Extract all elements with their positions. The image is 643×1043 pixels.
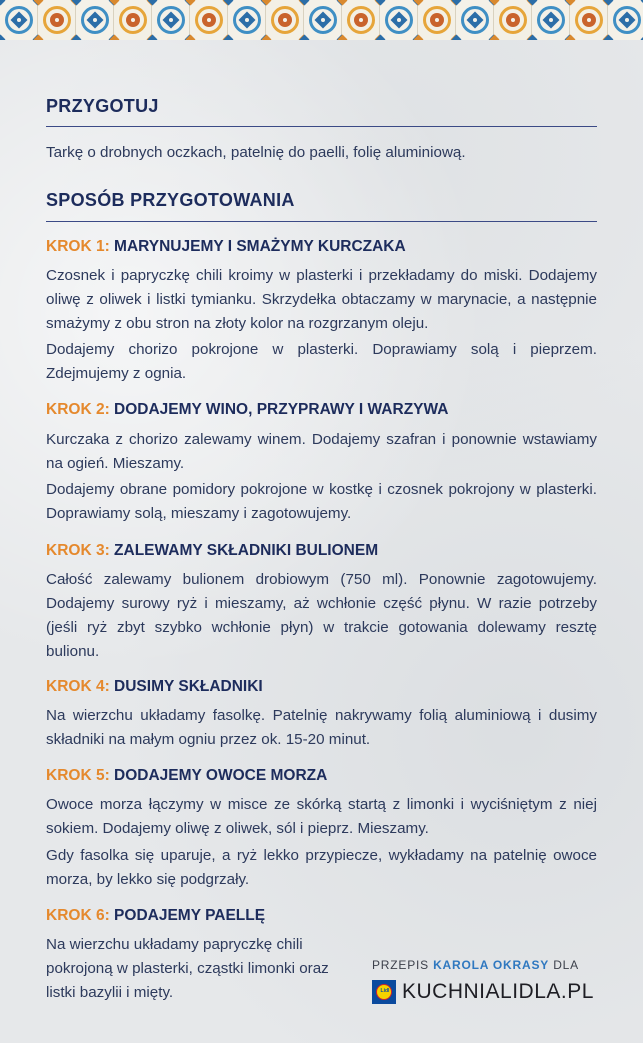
site-name: KUCHNIALIDLA.PL [402, 980, 594, 1003]
method-title: SPOSÓB PRZYGOTOWANIA [46, 190, 295, 210]
lidl-logo-text: Lidl [380, 988, 390, 994]
method-rule [46, 221, 597, 222]
tile-orange [570, 0, 608, 40]
step-4-paragraph-1: Na wierzchu układamy fasolkę. Patelnię nakrywamy folią aluminiową i dusimy składniki na małym ogniu przez ok. 15-20 minut. [46, 707, 597, 748]
step-3-heading: ZALEWAMY SKŁADNIKI BULIONEM [114, 542, 379, 559]
step-1-paragraph-2: Dodajemy chorizo pokrojone w plasterki. Doprawiamy solą i pieprzem. Zdejmujemy z ognia. [46, 341, 597, 382]
tile-orange [266, 0, 304, 40]
step-1-heading: MARYNUJEMY I SMAŻYMY KURCZAKA [114, 238, 406, 255]
step-4-heading: DUSIMY SKŁADNIKI [114, 678, 263, 695]
step-5-title [46, 767, 597, 785]
step-4-krok: KROK 4: [46, 678, 110, 695]
tile-blue [456, 0, 494, 40]
prepare-text: Tarkę o drobnych oczkach, patelnię do paelli, folię aluminiową. [46, 144, 466, 161]
step-5-paragraph-2: Gdy fasolka się uparuje, a ryż lekko przypiecze, wykładamy na patelnię owoce morza, by lekko się podgrzały. [46, 847, 597, 888]
tile-orange [494, 0, 532, 40]
tile-blue [532, 0, 570, 40]
tile-blue [0, 0, 38, 40]
step-6-title [46, 907, 597, 925]
step-1-krok: KROK 1: [46, 238, 110, 255]
step-5-krok: KROK 5: [46, 767, 110, 784]
step-2-heading: DODAJEMY WINO, PRZYPRAWY I WARZYWA [114, 401, 449, 418]
step-3-krok: KROK 3: [46, 542, 110, 559]
credit-suffix: DLA [553, 958, 579, 972]
step-3-title [46, 542, 597, 560]
step-2-title [46, 401, 597, 419]
prepare-title: PRZYGOTUJ [46, 96, 159, 116]
tile-blue [380, 0, 418, 40]
tile-orange [342, 0, 380, 40]
tile-blue [304, 0, 342, 40]
tile-orange [418, 0, 456, 40]
tile-orange [190, 0, 228, 40]
step-3-paragraph-1: Całość zalewamy bulionem drobiowym (750 ml). Ponownie zagotowujemy. Dodajemy surowy ryż i mieszamy, aż wchłonie część płynu. W razie potrzeby (jeśli ryż zbyt szybko wchłonie płyn) w trakcie gotowania dolewamy resztę bulionu. [46, 571, 597, 660]
recipe-credit [372, 958, 602, 972]
step-2-paragraph-1: Kurczaka z chorizo zalewamy winem. Dodajemy szafran i ponownie wstawiamy na ogień. Mieszamy. [46, 431, 597, 472]
step-5-heading: DODAJEMY OWOCE MORZA [114, 767, 328, 784]
step-1-paragraph-1: Czosnek i papryczkę chili kroimy w plasterki i przekładamy do miski. Dodajemy oliwę z oliwek i listki tymianku. Skrzydełka obtaczamy w marynacie, a następnie smażymy z obu stron na złoty kolor na rozgrzanym oleju. [46, 267, 597, 332]
step-4-title [46, 678, 597, 696]
tile-blue [76, 0, 114, 40]
tile-blue [608, 0, 643, 40]
decorative-tile-border [0, 0, 643, 40]
tile-orange [38, 0, 76, 40]
site-link[interactable] [372, 978, 594, 1006]
step-2-krok: KROK 2: [46, 401, 110, 418]
tile-blue [152, 0, 190, 40]
prepare-rule [46, 126, 597, 127]
step-6-heading: PODAJEMY PAELLĘ [114, 907, 266, 924]
credit-prefix: PRZEPIS [372, 958, 429, 972]
tile-blue [228, 0, 266, 40]
tile-orange [114, 0, 152, 40]
step-6-krok: KROK 6: [46, 907, 110, 924]
step-6-paragraph-1: Na wierzchu układamy papryczkę chili pokrojoną w plasterki, cząstki limonki oraz listki bazylii i mięty. [46, 936, 329, 1001]
lidl-logo-icon [372, 980, 396, 1004]
step-5-paragraph-1: Owoce morza łączymy w misce ze skórką startą z limonki i wyciśniętym z niej sokiem. Dodajemy oliwę z oliwek, sól i pieprz. Mieszamy. [46, 796, 597, 837]
credit-author: KAROLA OKRASY [433, 958, 550, 972]
step-1-title [46, 238, 597, 256]
step-2-paragraph-2: Dodajemy obrane pomidory pokrojone w kostkę i czosnek pokrojony w plasterki. Doprawiamy solą, mieszamy i zagotowujemy. [46, 481, 597, 522]
